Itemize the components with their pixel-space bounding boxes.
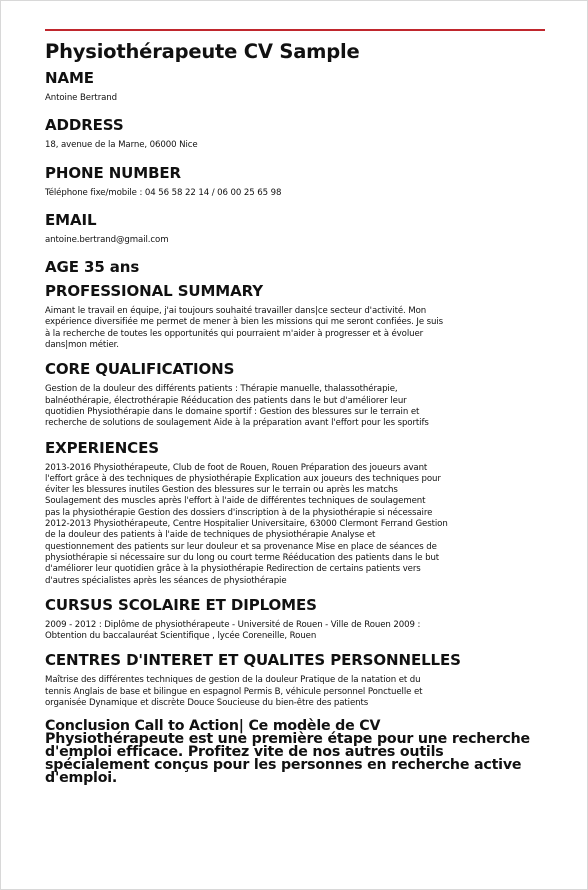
conclusion-call-to-action: Conclusion Call to Action| Ce modèle de CV Physiothérapeute est une première étape pour une recherche d'emploi efficace. Profitez vite de nos autres outils spécialement conçus pour les personnes en recherche active d'emploi. xyxy=(45,718,530,787)
section-name xyxy=(45,68,547,104)
section-experiences xyxy=(45,438,547,587)
section-heading-name: NAME xyxy=(45,69,94,87)
education-text: 2009 - 2012 : Diplôme de physiothérapeute - Université de Rouen - Ville de Rouen 2009 : Obtention du baccalauréat Scientifique , lycée Coreneille, Rouen xyxy=(45,619,421,642)
section-qualifications xyxy=(45,359,547,429)
section-heading-education: CURSUS SCOLAIRE ET DIPLOMES xyxy=(45,595,317,614)
experiences-text: 2013-2016 Physiothérapeute, Club de foot de Rouen, Rouen Préparation des joueurs avant l'effort grâce à des techniques de physiothérapie Explication aux joueurs des techniques pour éviter les blessures inutiles Gestion des blessures sur le terrain ou après les matchs Soulagement des muscles après l'effort à l'aide de différentes techniques de soulagement pas la physiothérapie Gestion des dossiers d'inscription à de la physiothérapie si nécessaire 2012-2013 Physiothérapeute, Centre Hospitalier Universitaire, 63000 Clermont Ferrand Gestion de la douleur des patients à l'aide de techniques de physiothérapie Analyse et questionnement des patients sur leur douleur et sa provenance Mise en place de séances de physiothérapie si nécessaire sur du long ou court terme Rééducation des patients dans le but d'améliorer leur quotidien grâce à la physiothérapie Redirection de certains patients vers d'autres spécialistes après les séances de physiothérapie xyxy=(45,462,448,586)
section-education xyxy=(45,595,547,643)
candidate-name: Antoine Bertrand xyxy=(45,93,117,103)
section-heading-email: EMAIL xyxy=(45,210,97,229)
section-heading-qualifications: CORE QUALIFICATIONS xyxy=(45,360,235,379)
top-accent-rule xyxy=(45,29,545,31)
section-interests xyxy=(45,650,547,709)
section-heading-summary: PROFESSIONAL SUMMARY xyxy=(45,282,264,301)
cv-content xyxy=(45,39,547,785)
section-address xyxy=(45,115,547,151)
section-heading-interests: CENTRES D'INTERET ET QUALITES PERSONNELLES xyxy=(45,651,461,670)
qualifications-text: Gestion de la douleur des différents patients : Thérapie manuelle, thalassothérapie, balnéothérapie, électrothérapie Rééducation des patients dans le but d'améliorer leur quotidien Physiothérapie dans le domaine sportif : Gestion des blessures sur le terrain et recherche de solutions de soulagement Aide à la préparation avant l'effort pour les sportifs xyxy=(45,384,429,429)
summary-text: Aimant le travail en équipe, j'ai toujours souhaité travailler dans|ce secteur d'activité. Mon expérience diversifiée me permet de mener à bien les missions qui me seront confiées. Je suis à la recherche de toutes les opportunités qui pourraient m'aider à progresser et à évoluer dans|mon métier. xyxy=(45,306,444,351)
phone-text: Téléphone fixe/mobile : 04 56 58 22 14 / 06 00 25 65 98 xyxy=(45,187,282,198)
section-email xyxy=(45,210,547,246)
section-heading-phone: PHONE NUMBER xyxy=(45,163,182,182)
section-summary xyxy=(45,281,547,351)
section-heading-address: ADDRESS xyxy=(45,116,124,135)
section-phone xyxy=(45,163,547,199)
section-heading-experiences: EXPERIENCES xyxy=(45,438,159,457)
email-text: antoine.bertrand@gmail.com xyxy=(45,234,169,245)
address-text: 18, avenue de la Marne, 06000 Nice xyxy=(45,140,198,151)
document-title: Physiothérapeute CV Sample xyxy=(45,40,360,63)
section-heading-age: AGE 35 ans xyxy=(45,258,140,277)
interests-text: Maîtrise des différentes techniques de gestion de la douleur Pratique de la natation et du tennis Anglais de base et bilingue en espagnol Permis B, véhicule personnel Ponctuelle et organisée Dynamique et discrète Douce Soucieuse du bien-être des patients xyxy=(45,675,423,709)
section-age xyxy=(45,257,547,277)
